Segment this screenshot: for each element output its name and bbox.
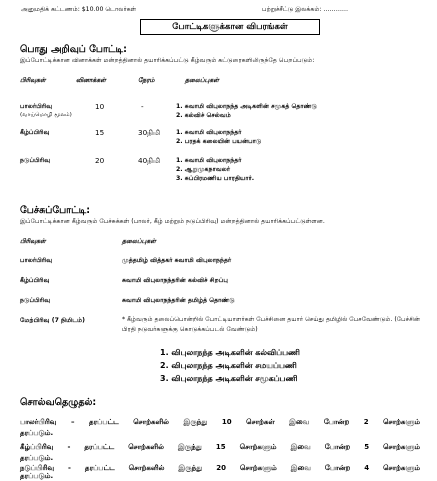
gk-row-topic: 2. கல்விச் செல்வம் (176, 112, 231, 119)
gk-row-questions: 15 (95, 128, 105, 137)
gk-row-division: பாலர்பிரிவு (20, 103, 53, 110)
gk-row-division-sub: (வாய்மொழி மூலம்) (20, 112, 72, 118)
gk-row-questions: 10 (95, 102, 105, 111)
gk-row-time: 40நிமி (138, 156, 161, 165)
dictation-row-line: கீழ்ப்பிரிவு - தரப்பட்ட சொற்களில் இருந்து 15 சொற்களும் இவை போன்ற 5 சொற்களும் (20, 443, 420, 451)
speech-row-topic: சுவாமி விபுலாநந்தரின் கல்விச் சிறப்பு (122, 277, 229, 284)
speech-col-topics: தலைப்புகள் (122, 238, 156, 245)
speech-col-division: பிரிவுகள் (20, 238, 46, 245)
gk-row-time: - (141, 102, 144, 111)
speech-senior-topic: 2. விபுலாநந்த அடிகளின் சமயப்பணி (160, 361, 297, 370)
gk-col-topics: தலைப்புகள் (185, 77, 219, 84)
gk-row-topic: 2. ஆறுமுகநாவலர் (176, 166, 231, 173)
dictation-heading: சொல்வதெழுதல்: (20, 397, 97, 408)
page-title: போட்டிகளுக்கான விபரங்கள் (140, 19, 320, 35)
dictation-row-line: நடுப்பிரிவு - தரப்பட்ட சொற்களில் இருந்து 20 சொற்களும் இவை போன்ற 4 சொற்களும் (20, 464, 420, 472)
gk-col-division: பிரிவுகள் (20, 77, 46, 84)
gk-row-division: கீழ்ப்பிரிவு (20, 129, 50, 136)
gk-row-topic: 1. சுவாமி விபுலாநந்த அடிகளின் சமூகத் தொண்டு (176, 103, 318, 110)
speech-row-division: கீழ்ப்பிரிவு (20, 277, 50, 284)
gk-heading: பொது அறிவுப் போட்டி: (20, 44, 127, 55)
dictation-row-line: பாலர்பிரிவு – தரப்பட்ட சொற்களில் இருந்து 10 சொற்கள் இவை போன்ற 2 சொற்களும் (20, 418, 420, 426)
gk-row-topic: 2. பரதக் கலையின் பயன்பாடு (176, 138, 262, 145)
gk-row-questions: 20 (95, 156, 105, 165)
speech-senior-topic: 3. விபுலாநந்த அடிகளின் சமூகப்பணி (160, 374, 298, 383)
speech-senior-division: மேற்பிரிவு (7 நிமிடம்) (20, 317, 85, 324)
speech-heading: பேச்சுப்போட்டி: (20, 205, 91, 216)
entry-fee: அனுமதிக் கட்டணம்: $10.00 டொலர்கள் (21, 6, 137, 13)
gk-col-questions: வினாக்கள் (76, 77, 106, 84)
gk-row-topic: 1. சுவாமி விபுலாநந்தர் (176, 129, 242, 136)
gk-row-topic: 3. சுப்பிரமணிய பாரதியார். (176, 175, 255, 182)
speech-row-topic: முத்தமிழ் வித்தகர் சுவாமி விபுலாநந்தர் (122, 257, 232, 264)
dictation-row-line: தரப்படும். (20, 454, 54, 462)
gk-row-topic: 1. சுவாமி விபுலாநந்தர் (176, 157, 242, 164)
speech-senior-topic: 1. விபுலாநந்த அடிகளின் கல்விப்பணி (160, 348, 300, 357)
gk-intro: இப்போட்டிக்கான வினாக்கள் மன்றத்தினால் தயாரிக்கப்பட்டு கீழ்வரும் கட்டுரைகளிலிருந்தே பெறப்படும்: (20, 57, 315, 64)
receipt-number: பற்றுச்சீட்டு இலக்கம்: ………… (262, 6, 349, 13)
speech-senior-note: * கீழ்வரும் தலைப்பொன்றில் போட்டியாளர்கள் பேச்சினை தயார் செய்து தமிழில் பேசவேண்டும். (பேச்சின் பிரதி நடுவர்களுக்கு கொடுக்கப்படல் வேண்டும்) (122, 316, 421, 333)
speech-row-division: பாலர்பிரிவு (20, 257, 53, 264)
gk-row-time: 30நிமி (138, 128, 161, 137)
dictation-row-line: தரப்படும். (20, 472, 54, 480)
gk-col-time: நேரம் (138, 77, 155, 84)
dictation-row-line: தரப்படும். (20, 429, 54, 437)
speech-intro: இப்போட்டிக்கான கீழ்வரும் பேச்சுக்கள் (பாலர், கீழ் மற்றும் நடுப்பிரிவு) மன்றத்தினால் தயாரிக்கப்பட்டுள்ளன. (20, 218, 325, 225)
speech-row-topic: சுவாமி விபுலாநந்தரின் தமிழ்த் தொண்டு (122, 297, 235, 304)
speech-row-division: நடுப்பிரிவு (20, 297, 51, 304)
gk-row-division: நடுப்பிரிவு (20, 157, 51, 164)
